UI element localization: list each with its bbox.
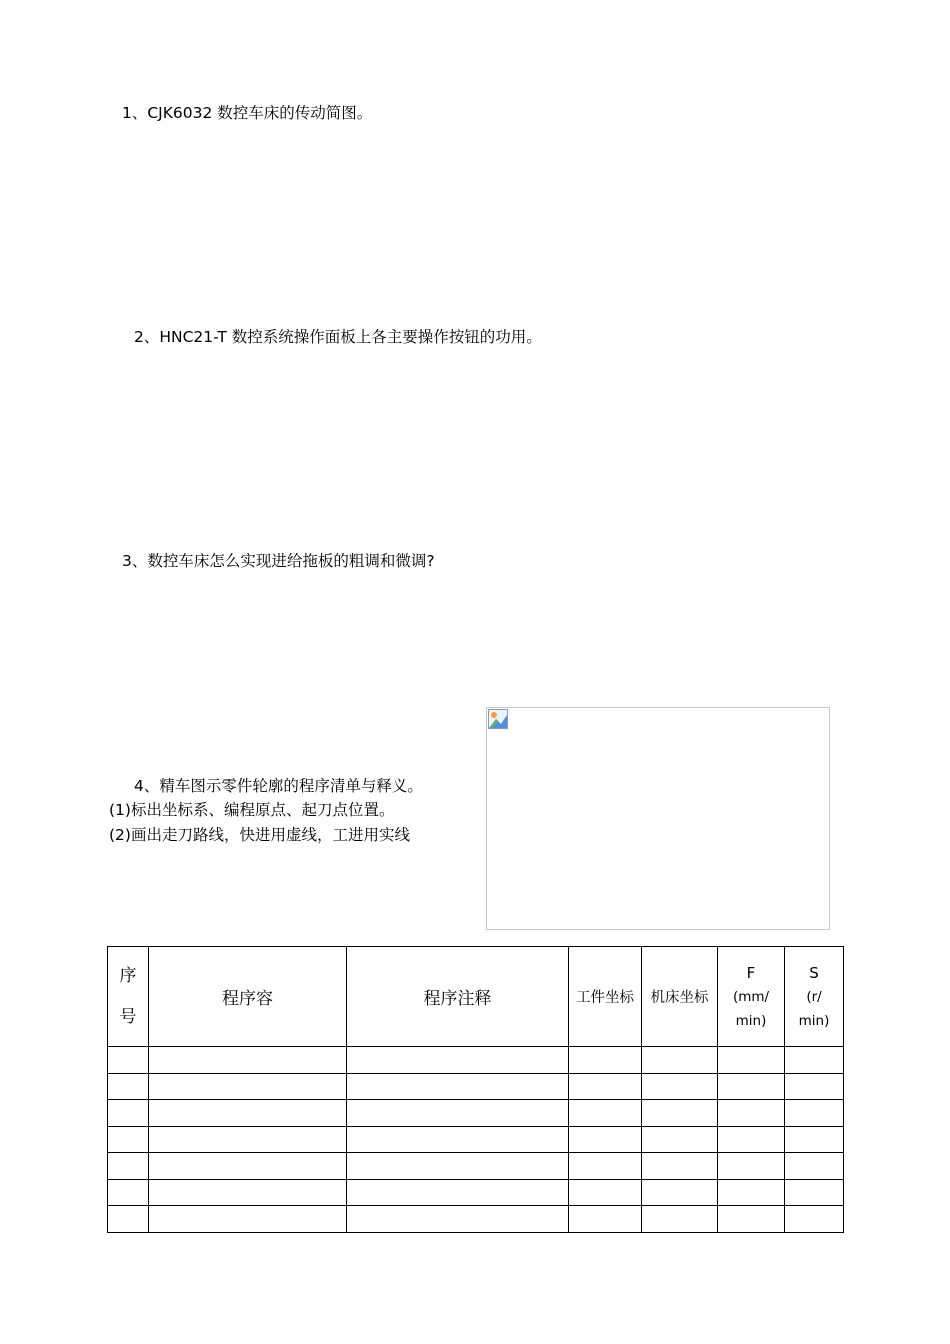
table-cell [785,1047,844,1074]
table-cell [347,1100,569,1127]
table-cell [108,1206,149,1233]
question-1: 1、CJK6032 数控车床的传动简图。 [122,104,373,122]
table-row [108,1126,844,1153]
table-cell [149,1153,347,1180]
table-row [108,1153,844,1180]
question-3: 3、数控车床怎么实现进给拖板的粗调和微调? [122,552,435,570]
question-4: 4、精车图示零件轮廓的程序清单与释义。 [134,777,423,795]
table-cell [785,1206,844,1233]
table-cell [108,1153,149,1180]
table-cell [347,1179,569,1206]
program-table [107,946,844,1233]
table-cell [569,1179,642,1206]
table-cell [149,1206,347,1233]
table-row [108,1047,844,1074]
table-cell [108,1126,149,1153]
table-cell [149,1100,347,1127]
table-cell [785,1100,844,1127]
header-feed [718,947,785,1047]
table-cell [569,1126,642,1153]
table-cell [347,1126,569,1153]
header-speed-label: S [809,963,819,982]
table-cell [108,1073,149,1100]
table-cell [642,1179,718,1206]
table-row [108,1179,844,1206]
header-speed-unit-1: (r/ [806,988,822,1005]
table-cell [347,1073,569,1100]
table-cell [108,1100,149,1127]
table-cell [718,1206,785,1233]
table-cell [785,1153,844,1180]
table-cell [569,1073,642,1100]
question-4-sub-2: (2)画出走刀路线，快进用虚线，工进用实线 [109,826,410,844]
table-cell [108,1179,149,1206]
table-cell [642,1206,718,1233]
table-cell [718,1073,785,1100]
table-cell [718,1100,785,1127]
table-row [108,1100,844,1127]
table-cell [149,1073,347,1100]
table-cell [347,1153,569,1180]
table-cell [347,1047,569,1074]
table-cell [718,1179,785,1206]
table-cell [569,1047,642,1074]
header-feed-unit-2: min) [735,1012,767,1029]
table-cell [108,1047,149,1074]
table-row [108,1206,844,1233]
table-row [108,1073,844,1100]
question-4-sub-1: (1)标出坐标系、编程原点、起刀点位置。 [109,801,395,819]
program-table-body [108,1047,844,1233]
table-cell [149,1047,347,1074]
broken-image-icon [488,709,508,729]
header-feed-unit-1: (mm/ [732,988,770,1005]
table-cell [149,1126,347,1153]
table-cell [569,1153,642,1180]
table-cell [642,1126,718,1153]
header-feed-label: F [746,963,756,982]
table-cell [718,1153,785,1180]
table-cell [785,1073,844,1100]
table-cell [642,1047,718,1074]
table-cell [785,1126,844,1153]
header-seq-line1: 序 [119,965,137,986]
header-speed [785,947,844,1047]
table-header-row [108,947,844,1047]
header-speed-unit-2: min) [798,1012,830,1029]
table-cell [785,1179,844,1206]
table-cell [642,1073,718,1100]
header-seq-line2: 号 [119,1006,137,1027]
table-cell [718,1047,785,1074]
table-cell [642,1100,718,1127]
table-cell [149,1179,347,1206]
header-seq [108,947,149,1047]
header-program-comment: 程序注释 [347,947,569,1047]
part-figure-placeholder [486,707,830,930]
table-cell [718,1126,785,1153]
header-program-content: 程序容 [149,947,347,1047]
table-cell [569,1100,642,1127]
table-cell [569,1206,642,1233]
header-machine-coord: 机床坐标 [642,947,718,1047]
question-2: 2、HNC21-T 数控系统操作面板上各主要操作按钮的功用。 [134,328,542,346]
header-workpiece-coord: 工件坐标 [569,947,642,1047]
table-cell [642,1153,718,1180]
table-cell [347,1206,569,1233]
